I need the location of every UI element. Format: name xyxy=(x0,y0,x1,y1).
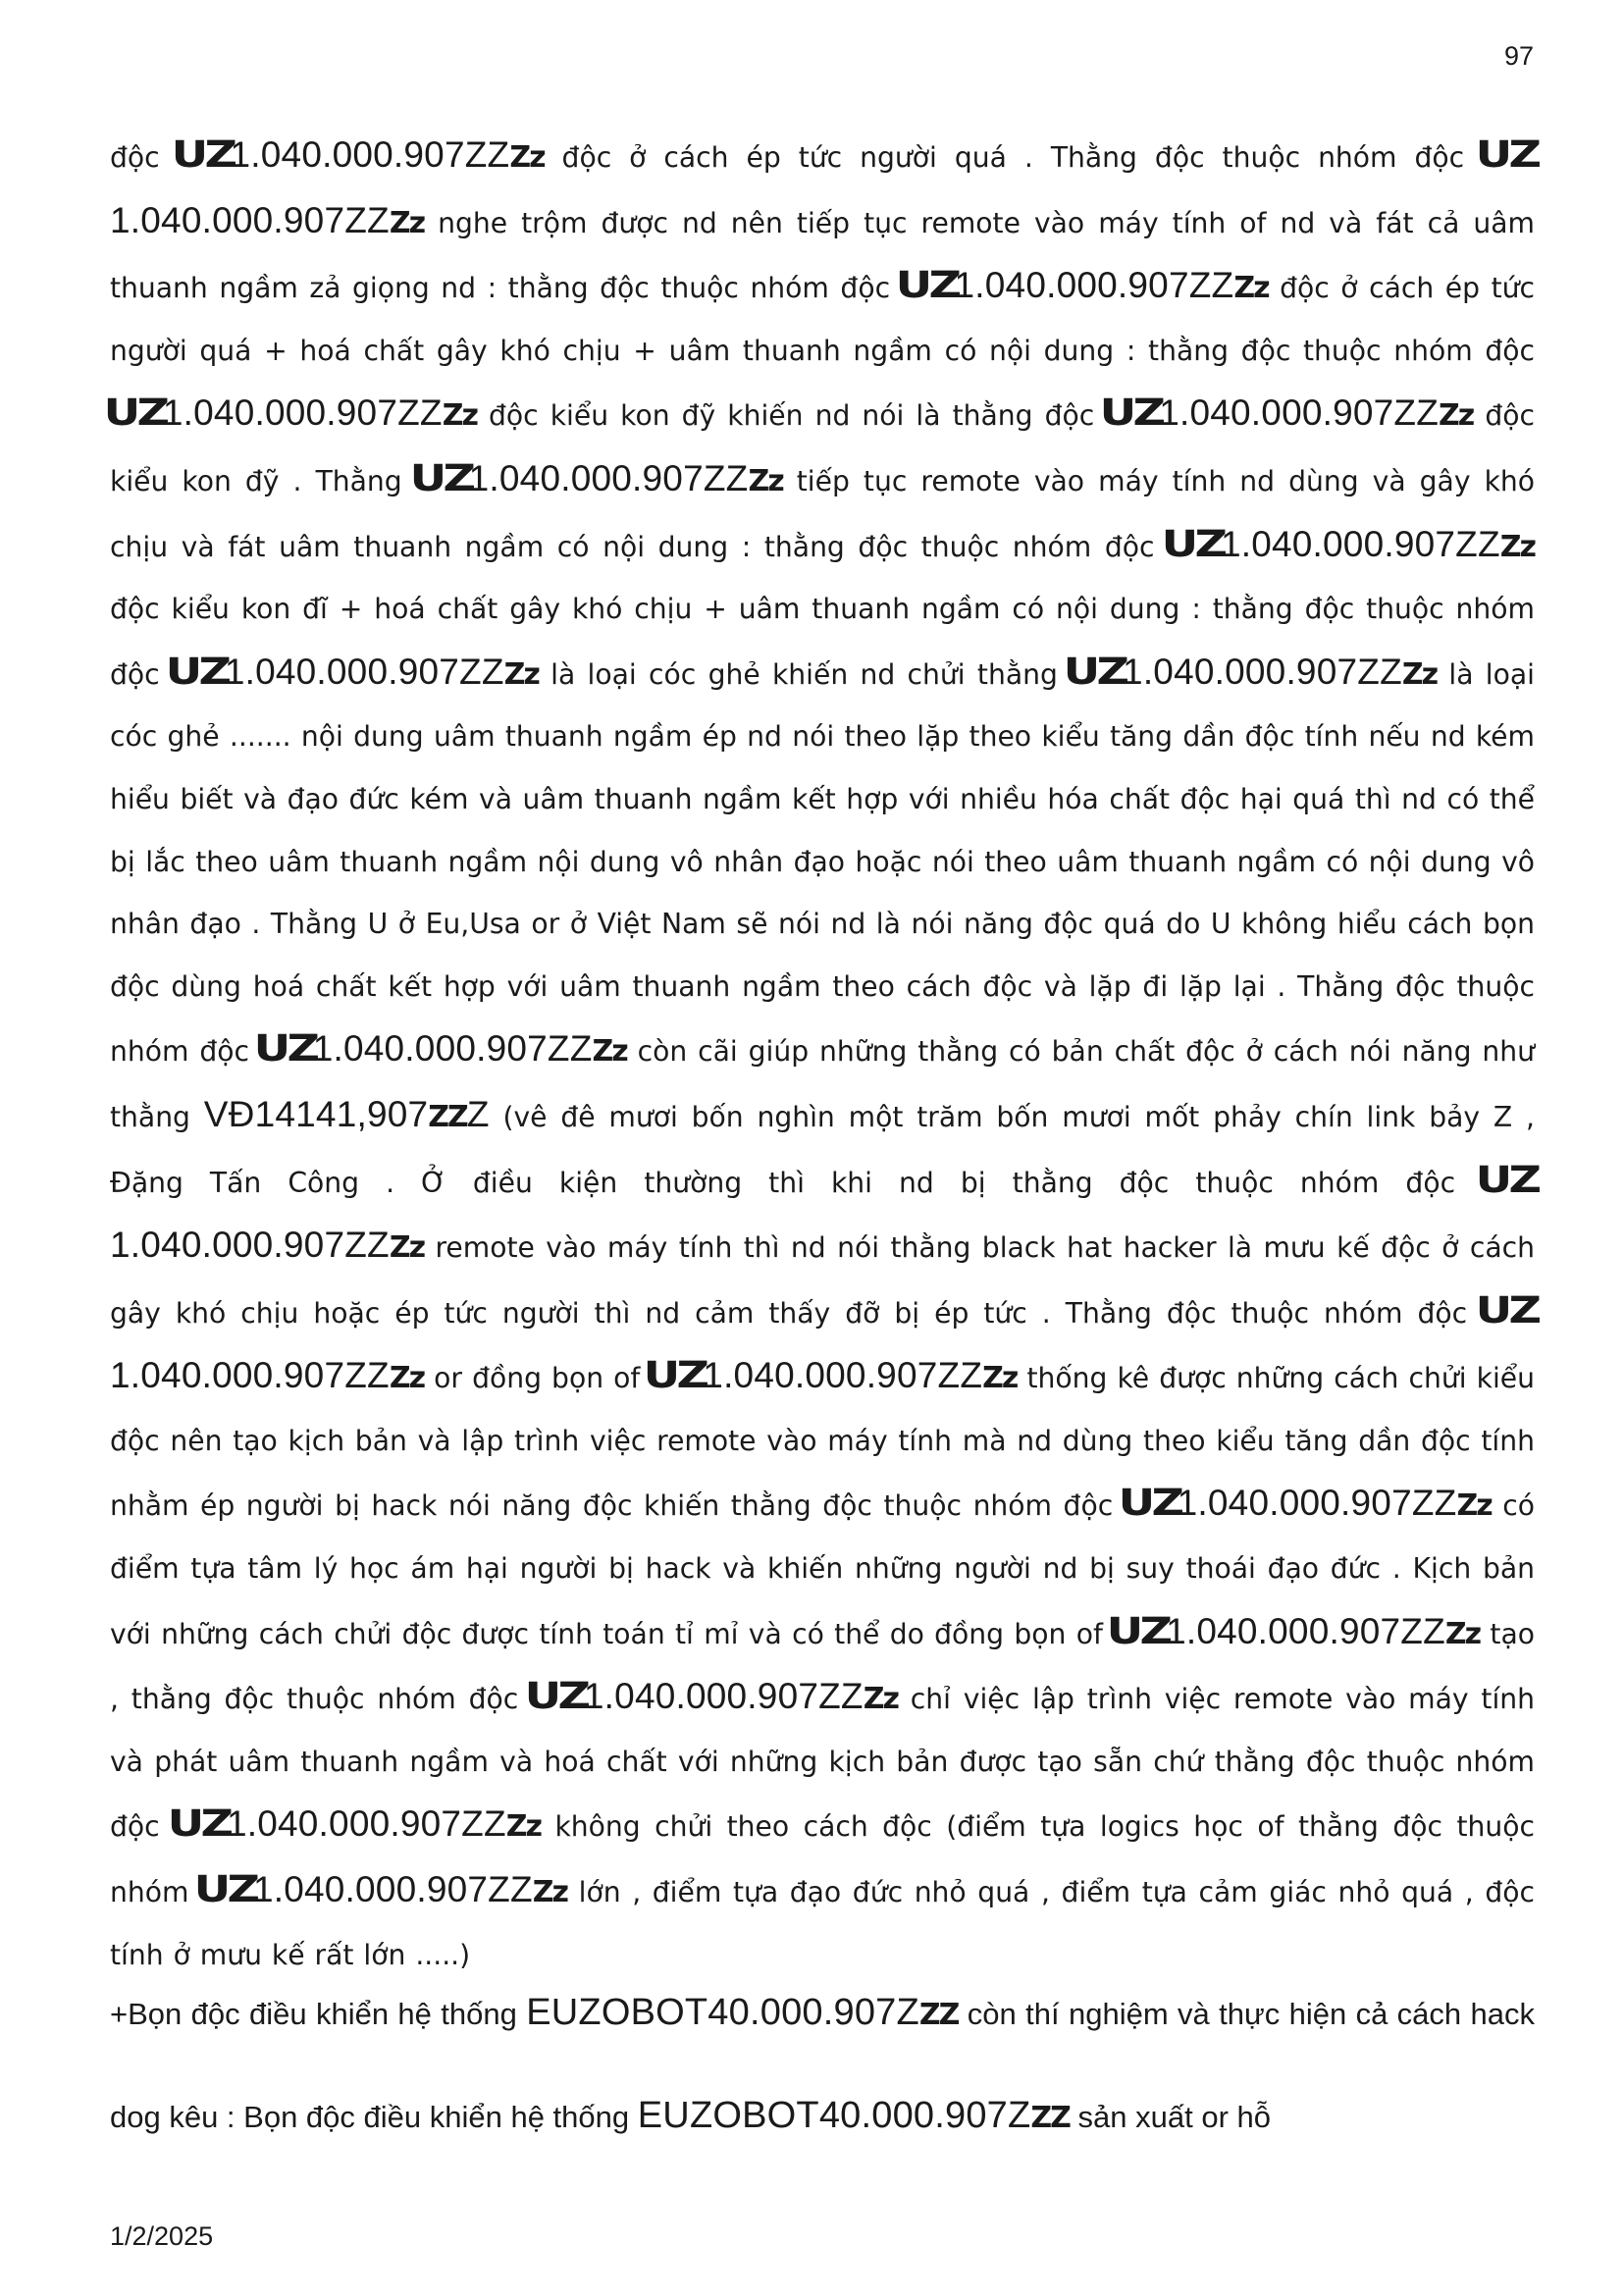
text-run: còn cãi giúp những thằng có bản chất độc ở cách nói năng như thằng xyxy=(110,1035,1535,1133)
text-run: độc xyxy=(110,141,178,174)
text-run: chỉ việc lập trình việc remote vào máy tính và phát uâm thuanh ngầm và hoá chất với những kịch bản được tạo sẵn chứ thằng độc thuộc nhóm độc xyxy=(110,1683,1536,1844)
text-run: lớn , điểm tựa đạo đức nhỏ quá , điểm tựa cảm giác nhỏ quá , độc tính ở mưu kế rất lớn .....) xyxy=(110,1876,1535,1971)
text-run: độc kiểu kon đỹ . Thằng xyxy=(110,399,1535,497)
code-uz: UZ1.040.000.907ZZZz xyxy=(1161,522,1535,565)
text-run: sản xuất or hỗ xyxy=(1069,2100,1272,2134)
text-run: còn thí nghiệm và thực hiện cả cách hack dog kêu : Bọn độc điều khiển hệ thống xyxy=(110,1997,1536,2134)
code-uz: UZ1.040.000.907ZZZz xyxy=(895,264,1269,307)
text-run: có điểm tựa tâm lý học ám hại người bị hack và khiến những người nd bị suy thoái đạo đức . Kịch bản với những cách chửi độc được tính toán tỉ mỉ và có thể do đồng bọn of xyxy=(110,1489,1535,1650)
text-run: tạo , thằng độc thuộc nhóm độc xyxy=(110,1617,1535,1716)
text-run: độc kiểu kon đỹ khiến nd nói là thằng độc xyxy=(476,399,1107,433)
code-euzobot: EUZOBOT40.000.907ZZZ xyxy=(637,2095,1070,2136)
text-run: +Bọn độc điều khiển hệ thống xyxy=(110,1997,527,2031)
text-run: là loại cóc ghẻ ....... nội dung uâm thuanh ngầm ép nd nói theo lặp theo kiểu tăng dần độc tính nếu nd kém hiểu biết và đạo đức kém và uâm thuanh ngầm kết hợp với nhiều hóa chất độc hại quá thì nd có thể bị lắc theo uâm thuanh ngầm nội dung vô nhân đạo hoặc nói theo uâm thuanh ngầm có nội dung vô nhân đạo . Thằng U ở Eu,Usa or ở Việt Nam sẽ nói nd là nói năng độc quá do U không hiểu cách bọn độc dùng hoá chất kết hợp với uâm thuanh ngầm theo cách độc và lặp đi lặp lại . Thằng độc thuộc nhóm độc xyxy=(110,657,1535,1069)
code-vd: VĐ14141,907ZZZ xyxy=(203,1093,490,1134)
code-uz: UZ1.040.000.907ZZZz xyxy=(110,1288,1539,1396)
text-run: or đồng bọn of xyxy=(424,1362,651,1395)
body-paragraph-2 xyxy=(110,1962,1535,2168)
code-uz: UZ1.040.000.907ZZZz xyxy=(524,1675,898,1718)
footer-date: 1/2/2025 xyxy=(110,2221,214,2251)
code-uz: UZ1.040.000.907ZZZz xyxy=(103,391,477,435)
text-run: độc kiểu kon đĩ + hoá chất gây khó chịu + uâm thuanh ngầm có nội dung : thằng độc thuộc nhóm độc xyxy=(110,593,1535,691)
text-run: thống kê được những cách chửi kiểu độc nên tạo kịch bản và lập trình việc remote vào máy tính mà nd dùng theo kiểu tăng dần độc tính nhằm ép người bị hack nói năng độc khiến thằng độc thuộc nhóm độc xyxy=(110,1362,1535,1523)
text-run: độc ở cách ép tức người quá + hoá chất gây khó chịu + uâm thuanh ngầm có nội dung : thằng độc thuộc nhóm độc xyxy=(110,272,1535,367)
page-number: 97 xyxy=(1503,41,1534,71)
text-run: tiếp tục remote vào máy tính nd dùng và gây khó chịu và fát uâm thuanh ngầm có nội dung : thằng độc thuộc nhóm độc xyxy=(110,464,1536,563)
code-uz: UZ1.040.000.907ZZZz xyxy=(110,1158,1539,1266)
code-uz: UZ1.040.000.907ZZZz xyxy=(1106,1609,1481,1652)
code-uz: UZ1.040.000.907ZZZz xyxy=(1063,650,1438,693)
text-run: (vê đê mươi bốn nghìn một trăm bốn mươi mốt phảy chín link bảy Z , Đặng Tấn Công . Ở điều kiện thường thì khi nd bị thằng độc thuộc nhóm độc xyxy=(110,1100,1535,1199)
text-run: độc ở cách ép tức người quá . Thằng độc thuộc nhóm độc xyxy=(544,141,1483,174)
body-paragraph xyxy=(103,124,1539,1986)
text-run: nghe trộm được nd nên tiếp tục remote vào máy tính of nd và fát cả uâm thuanh ngầm zả giọng nd : thằng độc thuộc nhóm độc xyxy=(110,206,1535,305)
text-run: không chửi theo cách độc (điểm tựa logics học of thằng độc thuộc nhóm xyxy=(110,1810,1535,1909)
code-uz: UZ1.040.000.907ZZZz xyxy=(253,1027,627,1070)
code-uz: UZ1.040.000.907ZZZz xyxy=(1118,1482,1492,1525)
text-run: remote vào máy tính thì nd nói thằng black hat hacker là mưu kế độc ở cách gây khó chịu hoặc ép tức người thì nd cảm thấy đỡ bị ép tức . Thằng độc thuộc nhóm độc xyxy=(110,1231,1535,1330)
code-uz: UZ1.040.000.907ZZZz xyxy=(110,133,1539,240)
code-uz: UZ1.040.000.907ZZZz xyxy=(171,133,545,176)
code-euzobot: EUZOBOT40.000.907ZZZ xyxy=(526,1992,959,2033)
text-run: là loại cóc ghẻ khiến nd chửi thằng xyxy=(538,657,1071,691)
code-uz: UZ1.040.000.907ZZZz xyxy=(644,1354,1018,1397)
code-uz: UZ1.040.000.907ZZZz xyxy=(165,650,539,693)
code-uz: UZ1.040.000.907ZZZz xyxy=(193,1868,567,1911)
code-uz: UZ1.040.000.907ZZZz xyxy=(409,456,783,499)
code-uz: UZ1.040.000.907ZZZz xyxy=(167,1802,542,1846)
code-uz: UZ1.040.000.907ZZZz xyxy=(1099,391,1474,435)
